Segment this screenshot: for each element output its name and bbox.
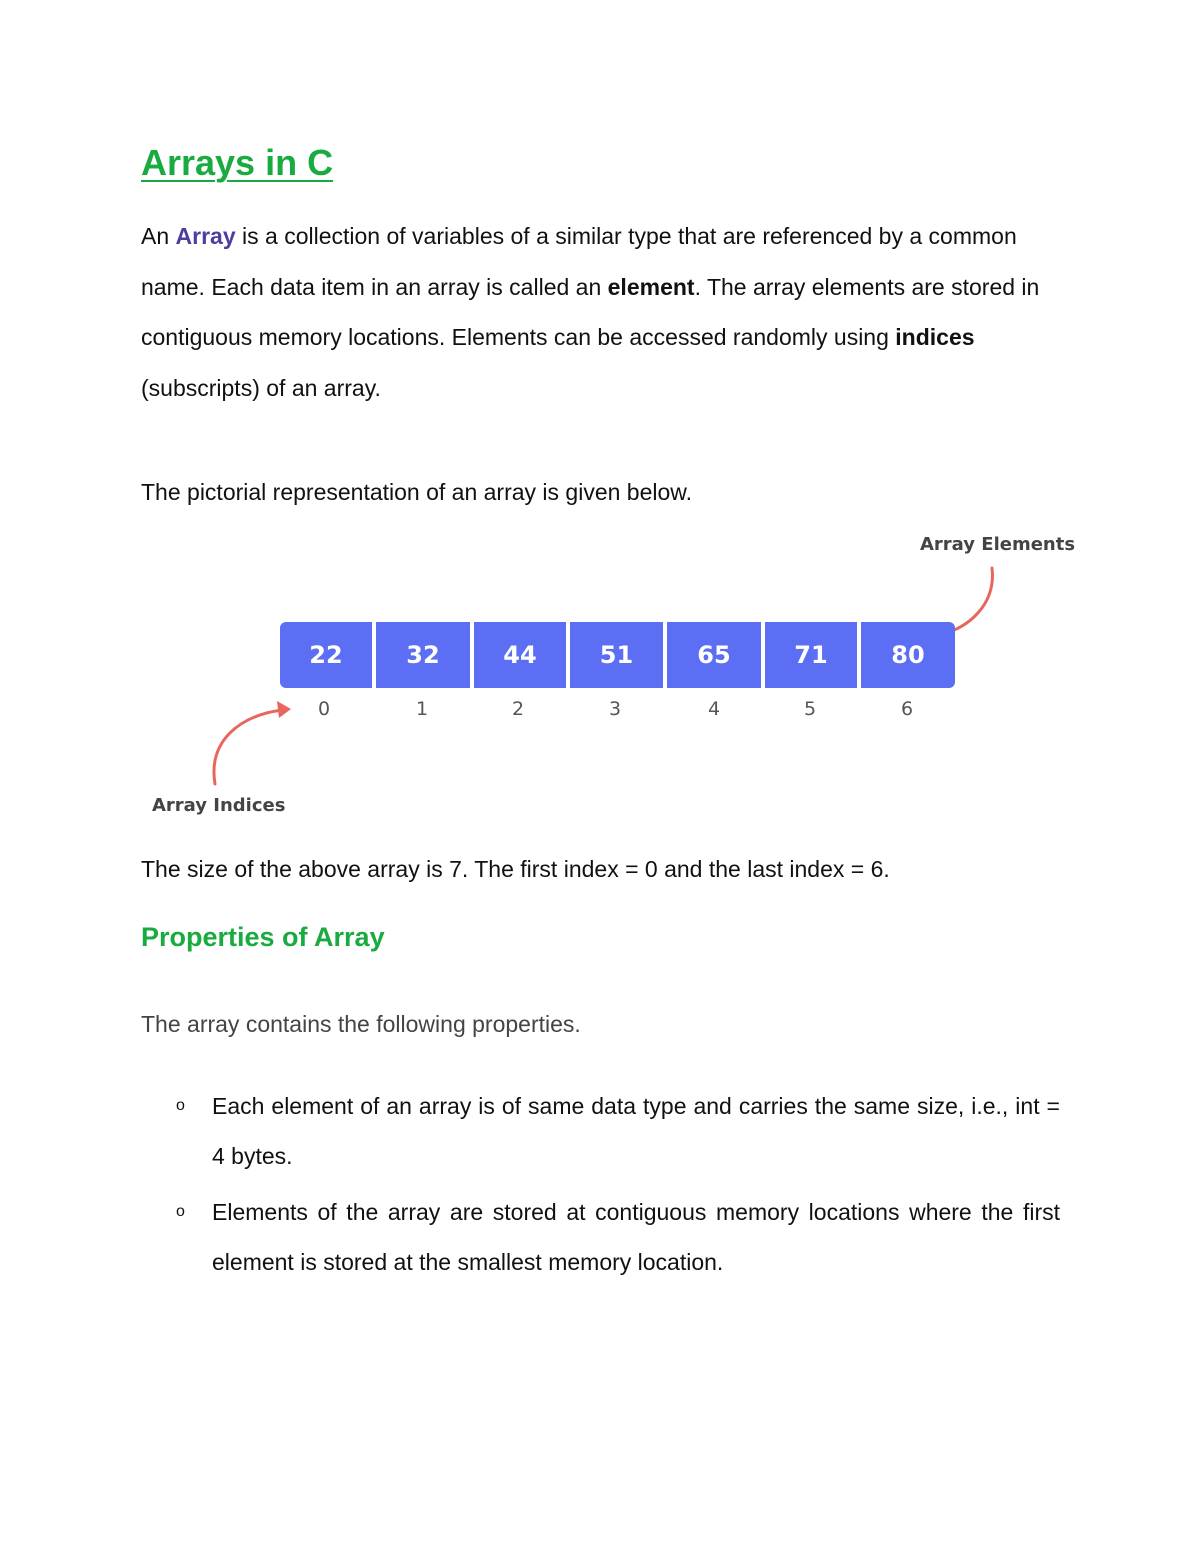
arrow-indices — [214, 710, 282, 784]
array-index-5: 5 — [803, 698, 817, 720]
intro-text-7: (subscripts) of an array. — [141, 374, 381, 401]
array-cell-4: 65 — [667, 622, 761, 688]
properties-intro: The array contains the following properties. — [141, 1011, 581, 1037]
array-figure — [140, 520, 1080, 830]
array-indices-label: Array Indices — [152, 795, 286, 816]
list-item-text: Each element of an array is of same data type and carries the same size, i.e., int = 4 bytes. — [212, 1093, 1060, 1169]
bullet-circle-icon: o — [176, 1203, 185, 1220]
properties-heading: Properties of Array — [141, 922, 385, 952]
array-index-0: 0 — [317, 698, 331, 720]
intro-paragraph — [141, 211, 1051, 413]
array-cell-2: 44 — [474, 622, 566, 688]
bullet-circle-icon: o — [176, 1097, 185, 1114]
term-indices: indices — [895, 324, 975, 350]
array-cell-3: 51 — [570, 622, 663, 688]
list-item — [172, 1081, 1060, 1181]
list-item-text: Elements of the array are stored at contiguous memory locations where the first element is stored at the smallest memory location. — [212, 1199, 1060, 1275]
array-size-text: The size of the above array is 7. The first index = 0 and the last index = 6. — [141, 856, 890, 882]
array-cell-5: 71 — [765, 622, 857, 688]
array-cell-6: 80 — [861, 622, 955, 688]
intro-text-5: . The array elements are stored in contiguous memory locations. Elements can be accessed randomly using — [141, 273, 1040, 350]
array-index-2: 2 — [511, 698, 525, 720]
list-item — [172, 1187, 1060, 1287]
array-cell-1: 32 — [376, 622, 470, 688]
array-index-3: 3 — [608, 698, 622, 720]
array-elements-label: Array Elements — [920, 534, 1076, 555]
array-index-1: 1 — [415, 698, 429, 720]
array-index-4: 4 — [707, 698, 721, 720]
page-title: Arrays in C — [141, 142, 334, 183]
intro-text-1: An — [141, 223, 176, 249]
intro-text-3: is a collection of variables of a similar type that are referenced by a common name. Each data item in an array is called an — [141, 223, 1017, 300]
term-element: element — [607, 273, 695, 300]
properties-list — [172, 1081, 1060, 1293]
array-cell-0: 22 — [280, 622, 372, 688]
array-index-6: 6 — [900, 698, 914, 720]
pictorial-caption: The pictorial representation of an array is given below. — [141, 479, 693, 505]
highlight-array: Array — [175, 223, 236, 249]
